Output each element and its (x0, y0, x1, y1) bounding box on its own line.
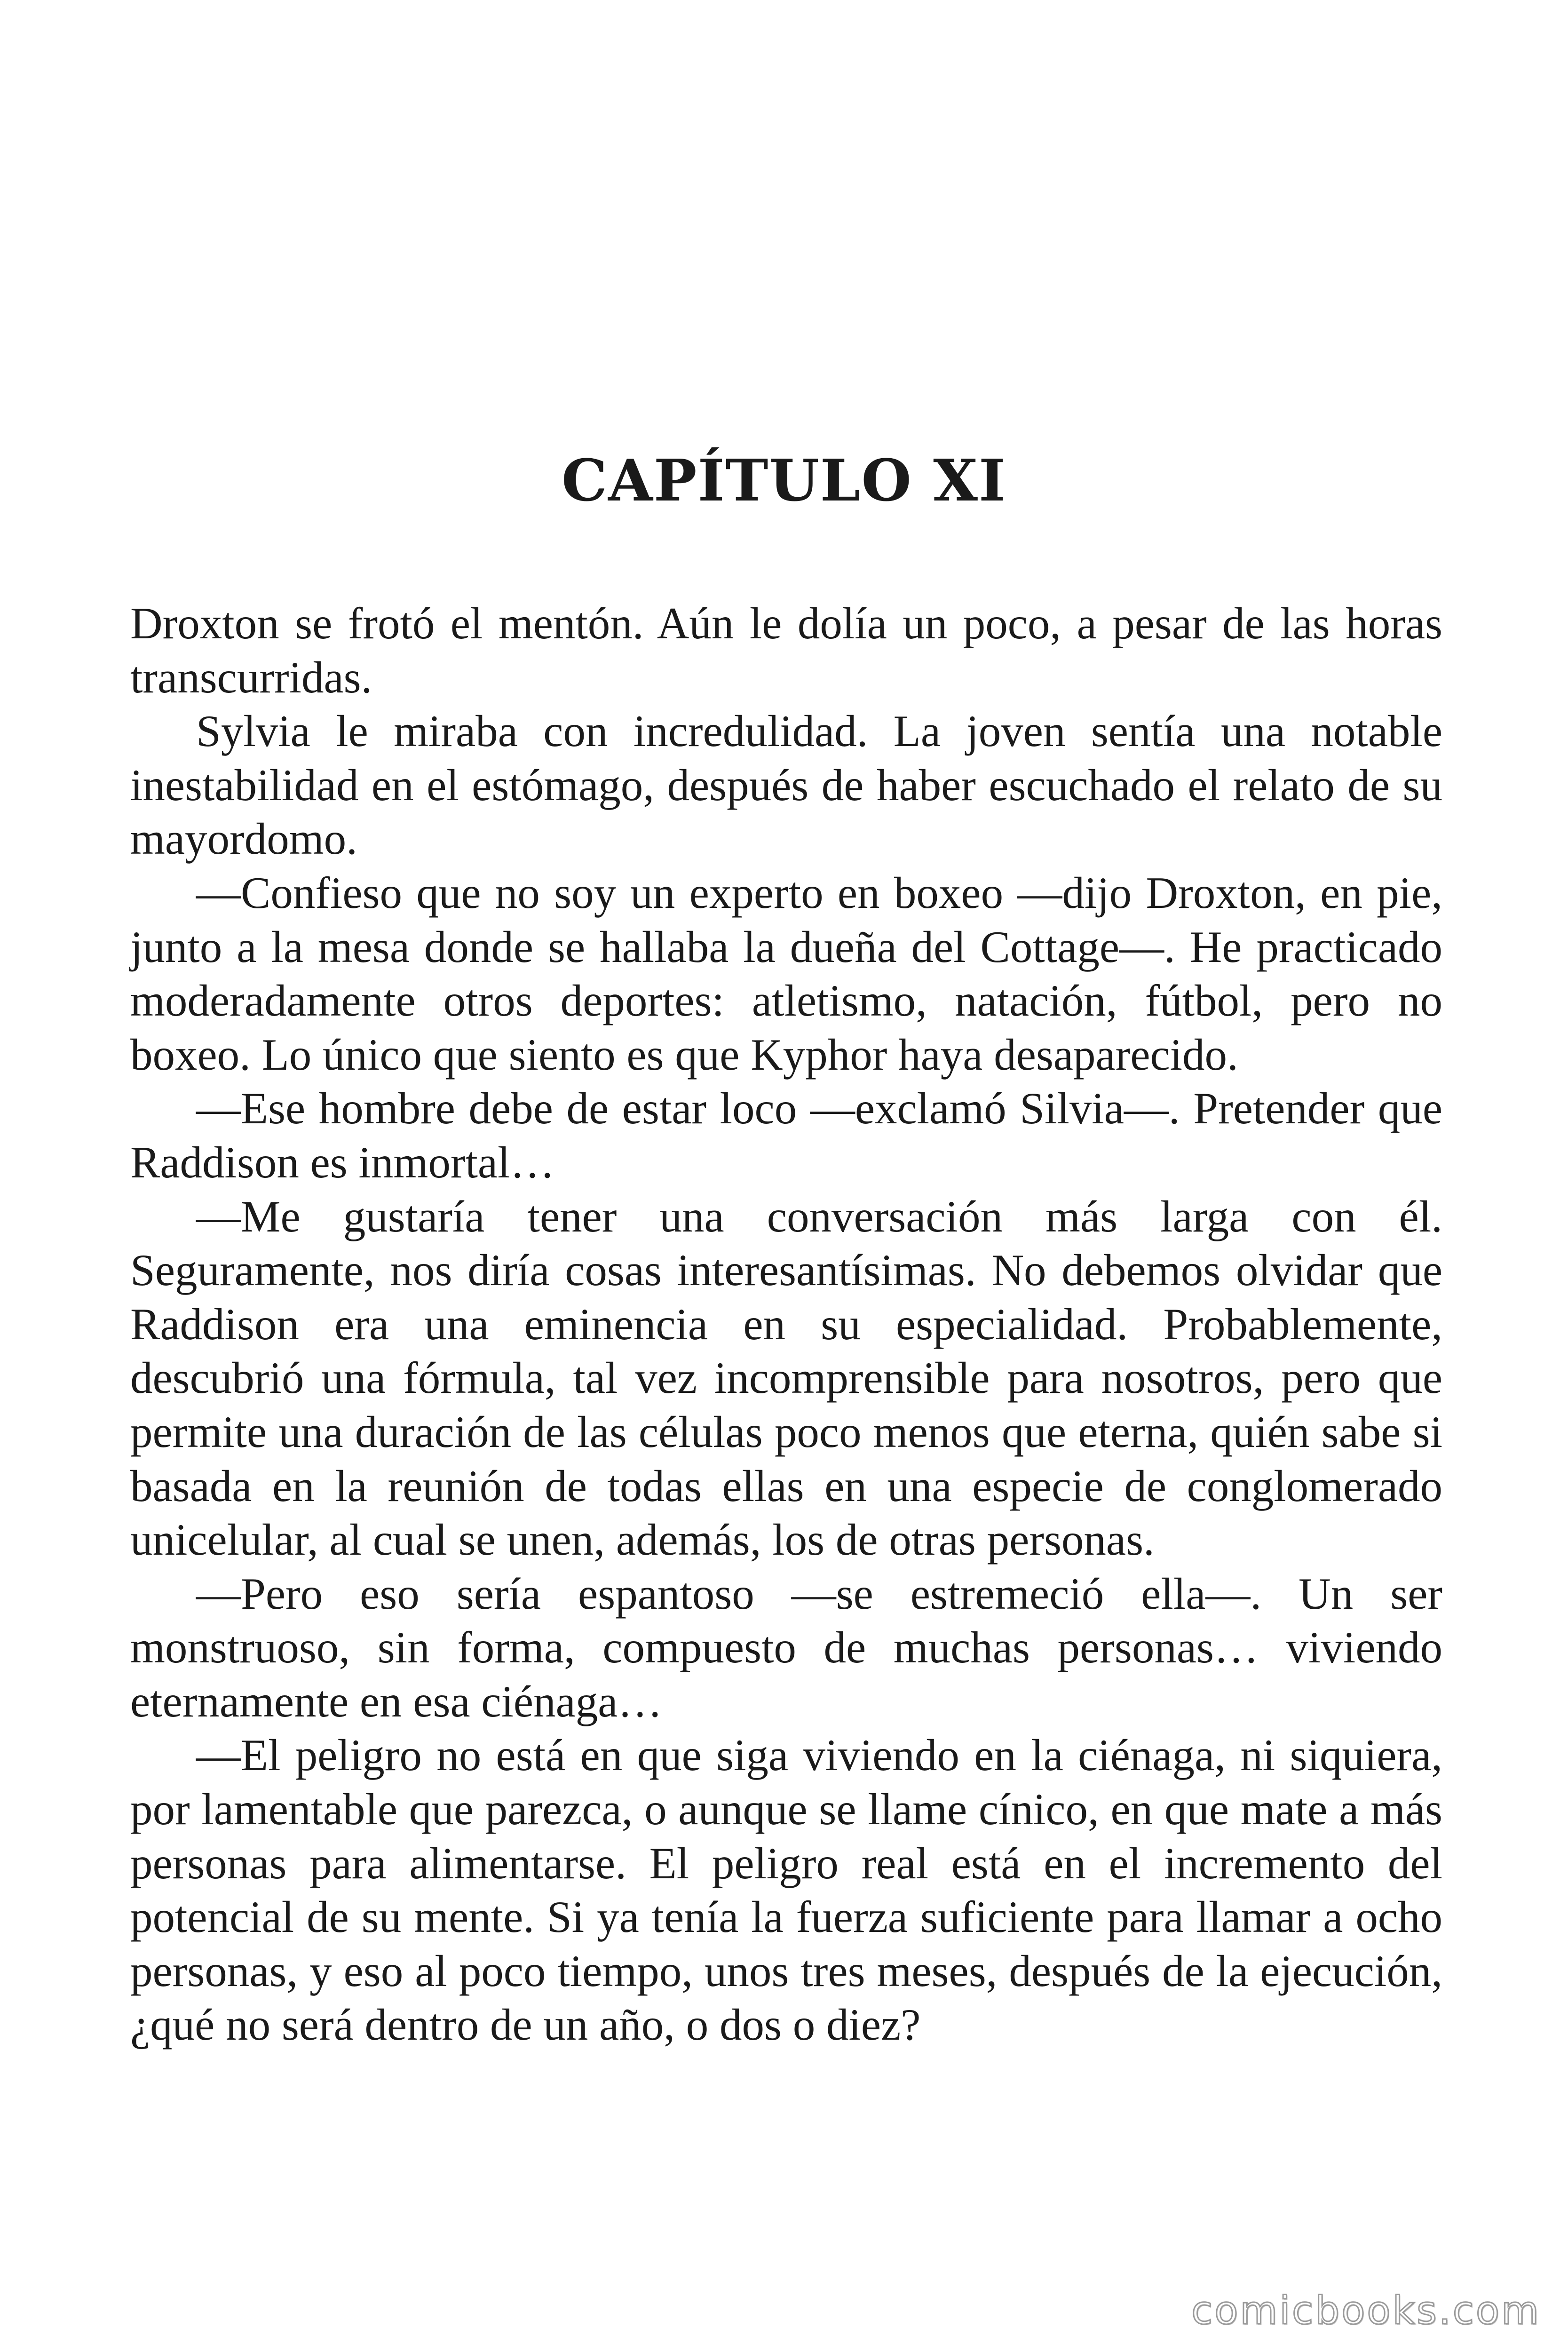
paragraph: Droxton se frotó el mentón. Aún le dolía un poco, a pesar de las horas transcurridas. (130, 598, 1442, 702)
paragraph: Sylvia le miraba con incredulidad. La joven sentía una notable inestabilidad en el estómago, después de haber escuchado el relato de su mayordomo. (130, 706, 1442, 864)
paragraph: —Confieso que no soy un experto en boxeo —dijo Droxton, en pie, junto a la mesa donde se hallaba la dueña del Cottage—. He practicado moderadamente otros deportes: atletismo, natación, fútbol, pero no boxeo. Lo único que siento es que Kyphor haya desaparecido. (130, 867, 1442, 1080)
paragraph: —Ese hombre debe de estar loco —exclamó Silvia—. Pretender que Raddison es inmortal… (130, 1083, 1442, 1187)
chapter-body (130, 596, 1442, 2052)
paragraph: —Me gustaría tener una conversación más larga con él. Seguramente, nos diría cosas interesantísimas. No debemos olvidar que Raddison era una eminencia en su especialidad. Probablemente, descubrió una fórmula, tal vez incomprensible para nosotros, pero que permite una duración de las células poco menos que eterna, quién sabe si basada en la reunión de todas ellas en una especie de conglomerado unicelular, al cual se unen, además, los de otras personas. (130, 1191, 1442, 1565)
paragraph: —El peligro no está en que siga viviendo en la ciénaga, ni siquiera, por lamentable que parezca, o aunque se llame cínico, en que mate a más personas para alimentarse. El peligro real está en el incremento del potencial de su mente. Si ya tenía la fuerza suficiente para llamar a ocho personas, y eso al poco tiempo, unos tres meses, después de la ejecución, ¿qué no será dentro de un año, o dos o diez? (130, 1730, 1442, 2050)
chapter-title: CAPÍTULO XI (562, 446, 1006, 514)
paragraph: —Pero eso sería espantoso —se estremeció ella—. Un ser monstruoso, sin forma, compuesto de muchas personas… viviendo eternamente en esa ciénaga… (130, 1568, 1442, 1726)
watermark: comicbooks.com (1191, 2288, 1541, 2333)
